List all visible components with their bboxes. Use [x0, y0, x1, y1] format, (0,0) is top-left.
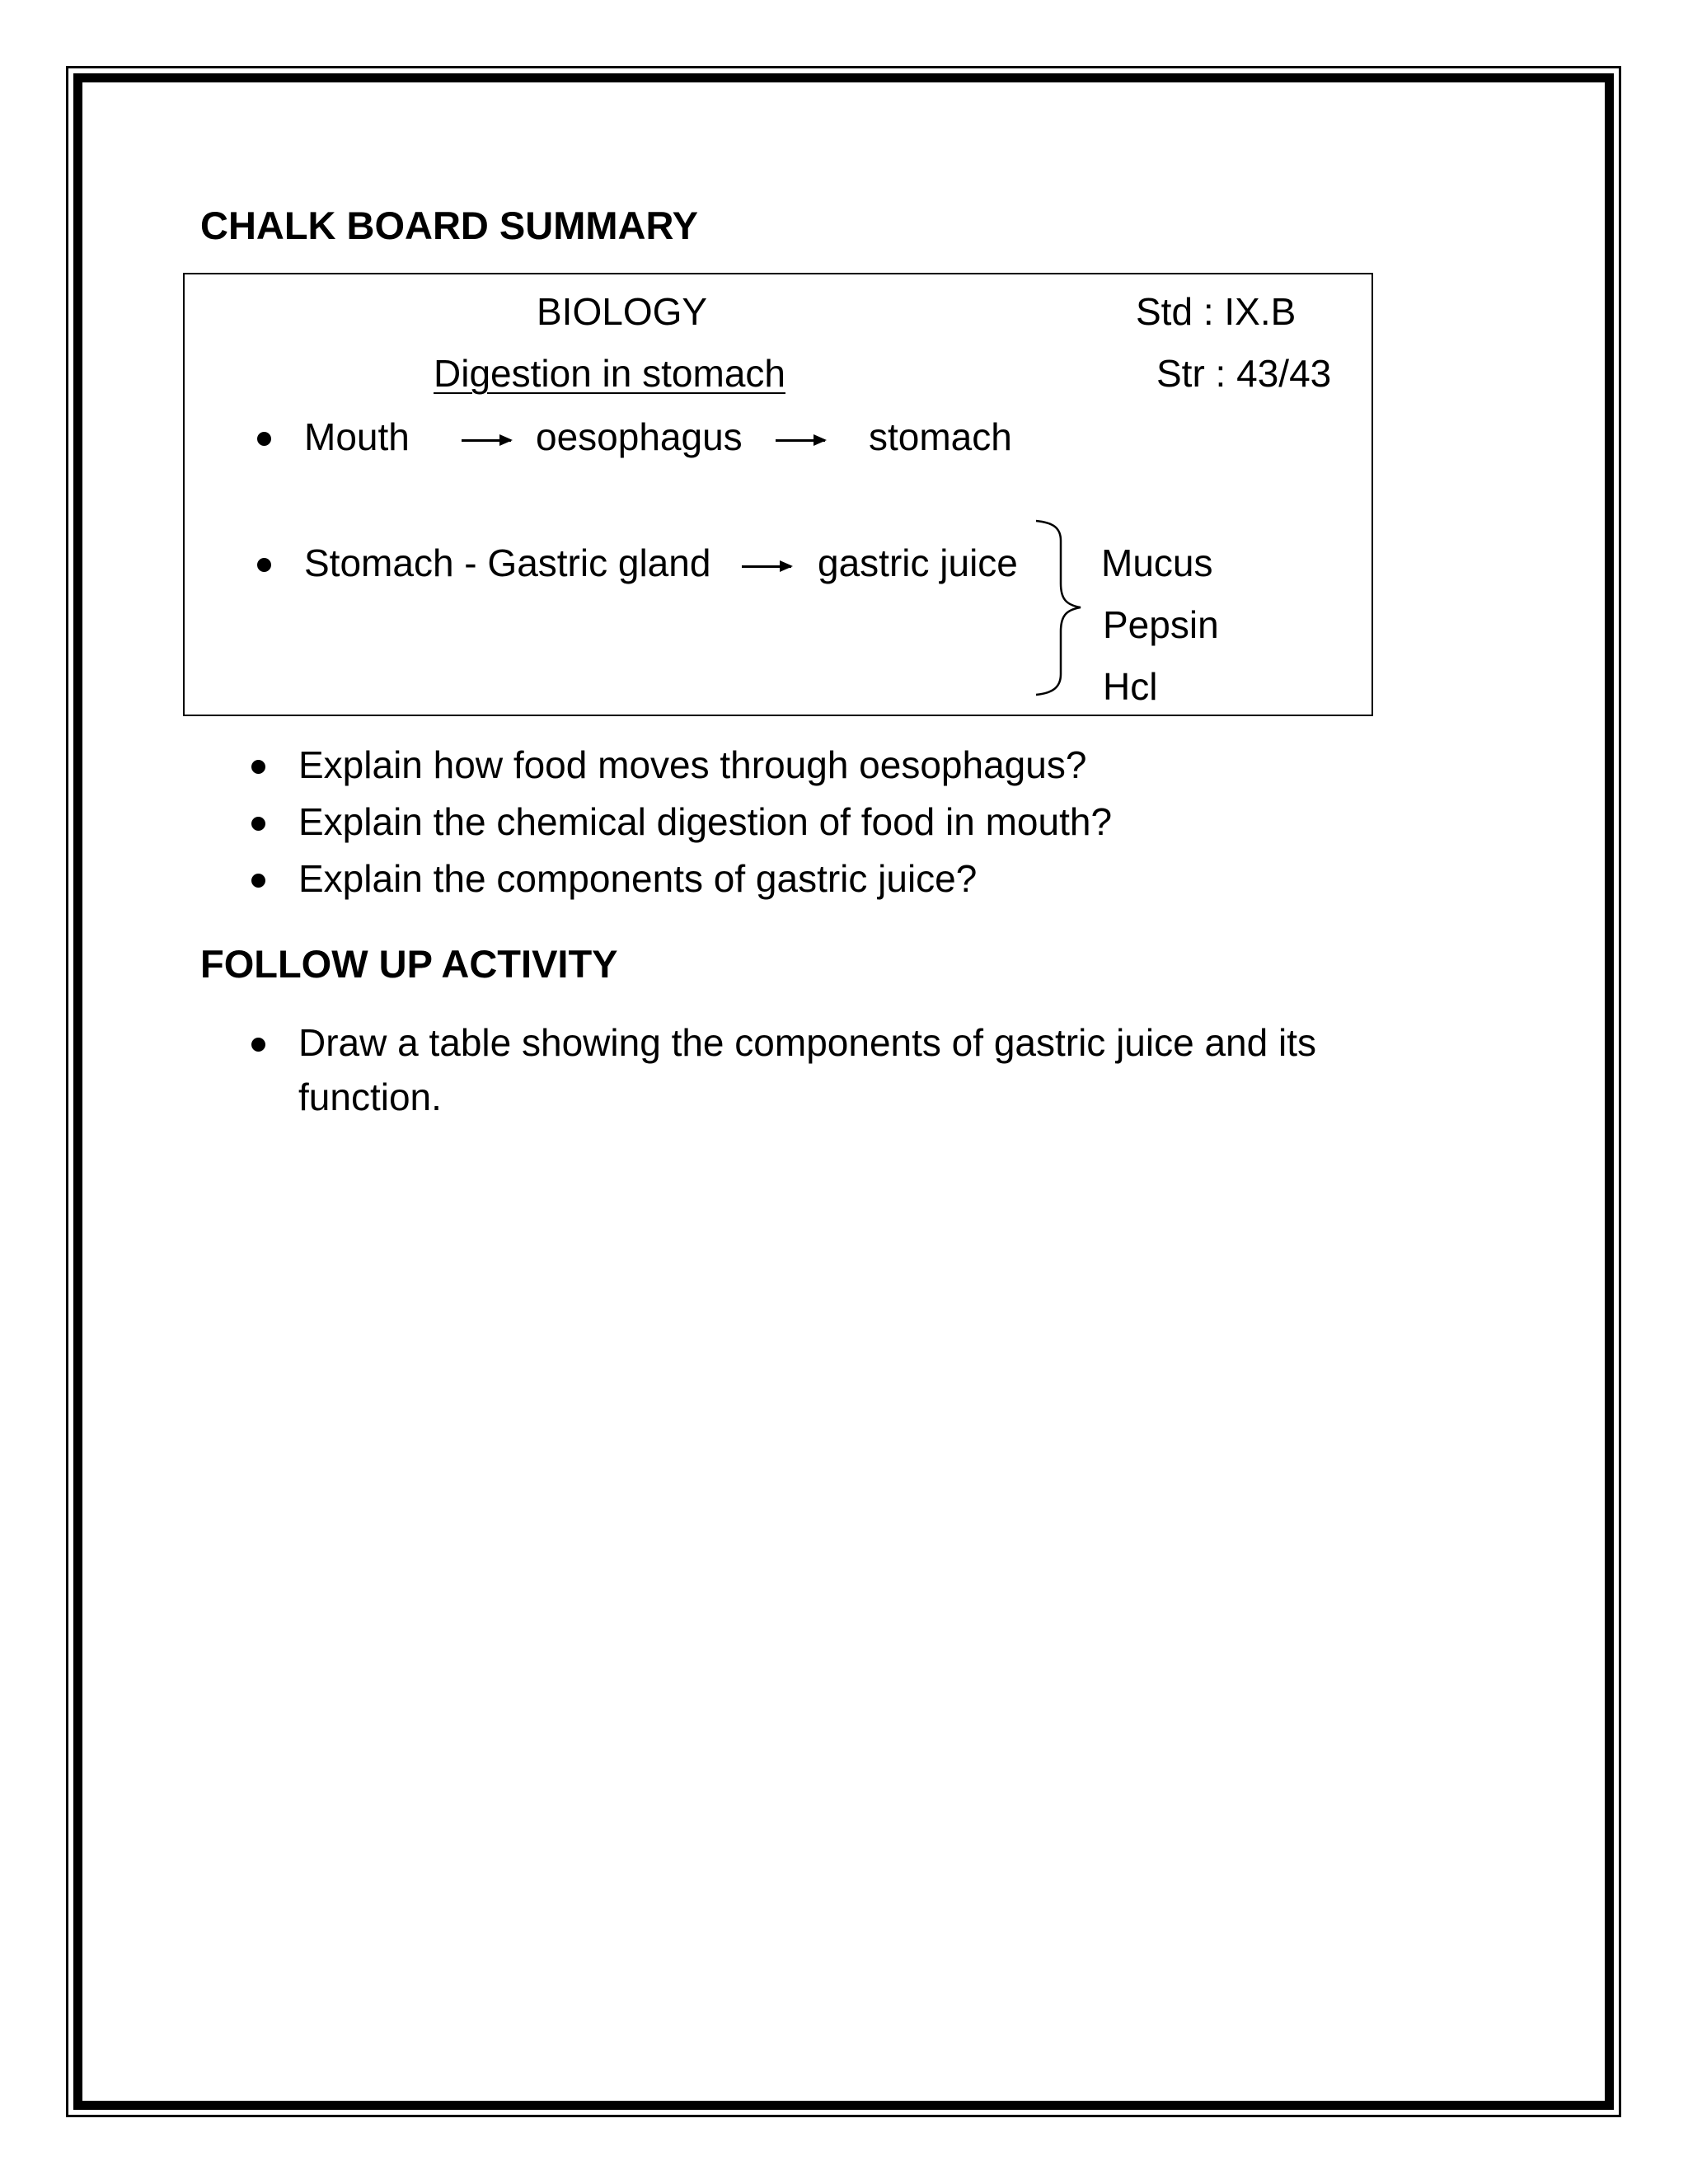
curly-brace-icon [1034, 519, 1084, 696]
bullet-icon [257, 558, 271, 572]
flow1-via: oesophagus [536, 415, 743, 458]
flow2-to: gastric juice [818, 541, 1018, 584]
bullet-icon [251, 760, 265, 774]
flow1-from: Mouth [304, 415, 410, 458]
arrow-right-icon [462, 439, 511, 442]
component-mucus: Mucus [1101, 541, 1213, 584]
flow1-to: stomach [869, 415, 1012, 458]
question-item: Explain the components of gastric juice? [298, 857, 978, 900]
question-item: Explain how food moves through oesophagus? [298, 743, 1087, 786]
chalk-board-summary-heading: CHALK BOARD SUMMARY [200, 204, 699, 247]
chalk-board-box [183, 273, 1373, 716]
bullet-icon [257, 432, 271, 446]
bullet-icon [251, 817, 265, 831]
arrow-right-icon [742, 565, 791, 568]
followup-item-line-1: Draw a table showing the components of gastric juice and its [298, 1021, 1316, 1064]
board-topic: Digestion in stomach [434, 352, 785, 395]
component-pepsin: Pepsin [1103, 603, 1219, 646]
board-std: Std : IX.B [1136, 290, 1296, 333]
arrow-right-icon [776, 439, 825, 442]
followup-item-line-2: function. [298, 1076, 442, 1118]
followup-activity-heading: FOLLOW UP ACTIVITY [200, 942, 618, 986]
component-hcl: Hcl [1103, 665, 1158, 708]
bullet-icon [251, 1038, 265, 1052]
question-item: Explain the chemical digestion of food in mouth? [298, 800, 1113, 843]
board-subject: BIOLOGY [537, 290, 708, 333]
bullet-icon [251, 874, 265, 888]
board-strength: Str : 43/43 [1156, 352, 1332, 395]
flow2-from: Stomach - Gastric gland [304, 541, 711, 584]
